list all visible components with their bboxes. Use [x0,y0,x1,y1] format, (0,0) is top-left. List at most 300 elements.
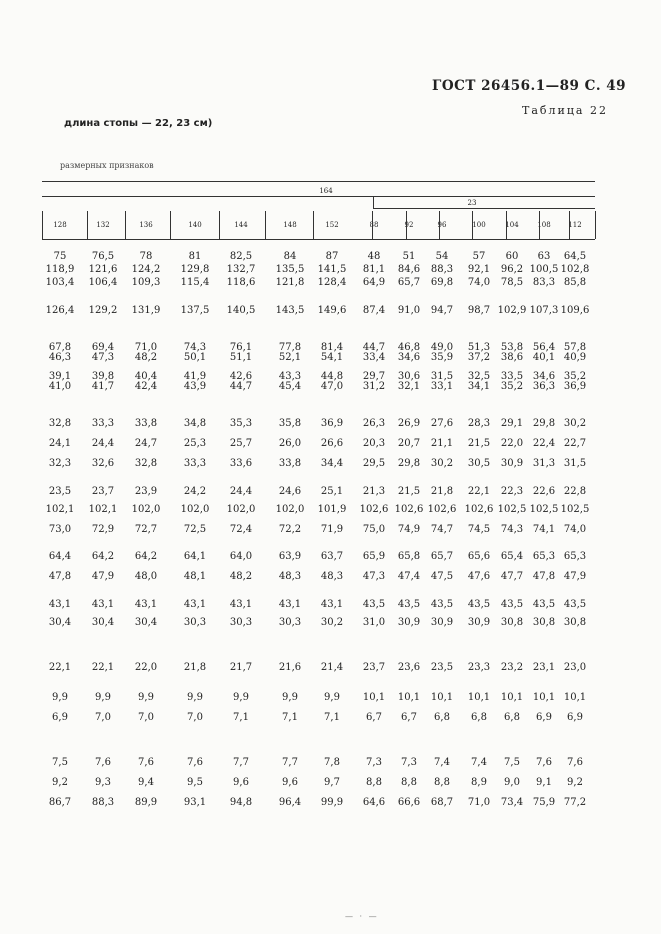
table-cell: 24,1 [48,438,72,449]
table-cell: 64,1 [183,551,207,562]
table-cell: 64,2 [91,551,115,562]
table-cell: 30,3 [229,617,253,628]
column-divider [219,211,220,239]
table-cell: 71,0 [134,342,158,353]
table-cell: 21,8 [430,486,454,497]
table-cell: 33,3 [91,418,115,429]
table-cell: 33,4 [362,352,386,363]
column-header: 144 [234,221,248,229]
table-cell: 9,6 [282,777,298,788]
table-cell: 30,3 [278,617,302,628]
table-cell: 47,8 [532,571,556,582]
document-code: ГОСТ 26456.1—89 С. 49 [432,78,627,94]
table-cell: 43,5 [500,599,524,610]
table-cell: 140,5 [226,305,256,316]
table-cell: 21,5 [397,486,421,497]
table-cell: 29,8 [532,418,556,429]
table-cell: 56,4 [532,342,556,353]
table-cell: 33,1 [430,381,454,392]
table-cell: 21,6 [278,662,302,673]
table-cell: 23,1 [532,662,556,673]
table-cell: 7,6 [536,757,552,768]
table-cell: 74,0 [563,524,587,535]
table-cell: 7,3 [401,757,417,768]
table-cell: 74,5 [467,524,491,535]
table-cell: 30,5 [467,458,491,469]
table-cell: 33,5 [500,371,524,382]
table-cell: 75 [53,251,67,262]
table-cell: 32,3 [48,458,72,469]
table-cell: 76,5 [91,251,115,262]
table-cell: 75,0 [362,524,386,535]
table-cell: 102,8 [560,264,590,275]
table-cell: 8,9 [471,777,487,788]
table-cell: 9,4 [138,777,154,788]
table-cell: 23,7 [362,662,386,673]
table-cell: 131,9 [131,305,161,316]
table-cell: 102,9 [497,305,527,316]
table-cell: 91,0 [397,305,421,316]
table-cell: 102,1 [45,504,75,515]
table-cell: 6,9 [52,712,68,723]
table-cell: 10,1 [362,692,386,703]
table-cell: 82,5 [229,251,253,262]
table-cell: 47,3 [362,571,386,582]
table-cell: 22,0 [134,662,158,673]
table-cell: 54 [435,251,449,262]
table-cell: 46,8 [397,342,421,353]
column-header: 104 [505,221,519,229]
table-cell: 7,5 [52,757,68,768]
table-cell: 31,2 [362,381,386,392]
table-cell: 46,3 [48,352,72,363]
table-cell: 121,8 [275,277,305,288]
table-cell: 48,1 [183,571,207,582]
table-cell: 32,8 [134,458,158,469]
table-cell: 23,2 [500,662,524,673]
table-cell: 29,1 [500,418,524,429]
column-divider [42,211,43,239]
table-cell: 7,0 [95,712,111,723]
table-cell: 102,5 [497,504,527,515]
table-cell: 27,6 [430,418,454,429]
table-cell: 7,6 [95,757,111,768]
column-divider [472,211,473,239]
table-cell: 30,4 [134,617,158,628]
table-cell: 32,8 [48,418,72,429]
table-cell: 22,0 [500,438,524,449]
group-rule [42,196,595,197]
table-cell: 72,4 [229,524,253,535]
table-cell: 64,0 [229,551,253,562]
column-header: 136 [139,221,153,229]
group-header-23: 23 [467,199,477,207]
table-cell: 34,1 [467,381,491,392]
table-cell: 74,3 [183,342,207,353]
table-cell: 22,6 [532,486,556,497]
table-cell: 8,8 [401,777,417,788]
table-cell: 30,9 [430,617,454,628]
table-cell: 33,8 [134,418,158,429]
table-cell: 22,1 [91,662,115,673]
table-cell: 47,9 [91,571,115,582]
table-cell: 68,7 [430,797,454,808]
table-cell: 47,9 [563,571,587,582]
table-cell: 6,8 [504,712,520,723]
table-cell: 63,9 [278,551,302,562]
table-cell: 9,2 [567,777,583,788]
table-cell: 44,7 [362,342,386,353]
table-cell: 9,7 [324,777,340,788]
table-cell: 102,0 [226,504,256,515]
page-mark: — · — [345,912,379,921]
table-cell: 30,2 [430,458,454,469]
table-cell: 10,1 [532,692,556,703]
table-cell: 75,9 [532,797,556,808]
column-divider [125,211,126,239]
column-header: 100 [472,221,486,229]
table-label: Таблица 22 [522,104,608,117]
table-cell: 54,1 [320,352,344,363]
table-cell: 102,0 [131,504,161,515]
table-cell: 24,7 [134,438,158,449]
table-cell: 20,3 [362,438,386,449]
table-cell: 126,4 [45,305,75,316]
column-divider [265,211,266,239]
table-cell: 77,8 [278,342,302,353]
table-cell: 30,9 [467,617,491,628]
table-cell: 72,5 [183,524,207,535]
table-cell: 121,6 [88,264,118,275]
table-cell: 96,4 [278,797,302,808]
table-cell: 128,4 [317,277,347,288]
table-cell: 72,9 [91,524,115,535]
table-cell: 81 [188,251,202,262]
table-cell: 43,1 [134,599,158,610]
table-cell: 44,8 [320,371,344,382]
table-cell: 65,3 [563,551,587,562]
table-cell: 40,4 [134,371,158,382]
table-cell: 28,3 [467,418,491,429]
column-divider [170,211,171,239]
table-cell: 39,8 [91,371,115,382]
table-cell: 9,6 [233,777,249,788]
table-cell: 7,1 [282,712,298,723]
table-cell: 89,9 [134,797,158,808]
table-cell: 24,4 [229,486,253,497]
table-cell: 34,4 [320,458,344,469]
table-cell: 33,8 [278,458,302,469]
table-cell: 48,3 [278,571,302,582]
table-cell: 103,4 [45,277,75,288]
table-cell: 25,3 [183,438,207,449]
table-cell: 102,6 [359,504,389,515]
table-cell: 118,6 [226,277,256,288]
table-cell: 21,7 [229,662,253,673]
table-cell: 23,3 [467,662,491,673]
column-header: 148 [283,221,297,229]
table-cell: 6,7 [366,712,382,723]
table-cell: 47,5 [430,571,454,582]
table-cell: 98,7 [467,305,491,316]
table-cell: 21,3 [362,486,386,497]
table-cell: 52,1 [278,352,302,363]
table-cell: 63 [537,251,551,262]
table-cell: 44,7 [229,381,253,392]
table-cell: 7,8 [324,757,340,768]
table-cell: 9,9 [138,692,154,703]
table-cell: 7,4 [471,757,487,768]
table-cell: 129,2 [88,305,118,316]
table-cell: 51,1 [229,352,253,363]
table-cell: 71,9 [320,524,344,535]
table-cell: 21,5 [467,438,491,449]
table-cell: 74,3 [500,524,524,535]
table-cell: 7,0 [138,712,154,723]
table-cell: 47,8 [48,571,72,582]
table-cell: 30,4 [48,617,72,628]
table-cell: 30,8 [532,617,556,628]
table-cell: 6,9 [567,712,583,723]
table-cell: 84 [283,251,297,262]
table-cell: 36,3 [532,381,556,392]
column-header: 96 [437,221,447,229]
table-cell: 78,5 [500,277,524,288]
table-cell: 51,3 [467,342,491,353]
table-cell: 30,9 [397,617,421,628]
table-cell: 22,4 [532,438,556,449]
table-cell: 64,6 [362,797,386,808]
column-header: 92 [404,221,414,229]
table-cell: 7,4 [434,757,450,768]
table-cell: 73,4 [500,797,524,808]
table-cell: 57,8 [563,342,587,353]
table-cell: 35,8 [278,418,302,429]
table-cell: 21,1 [430,438,454,449]
table-cell: 88,3 [91,797,115,808]
table-cell: 23,5 [430,662,454,673]
column-divider [439,211,440,239]
table-cell: 30,9 [500,458,524,469]
table-cell: 40,9 [563,352,587,363]
table-cell: 74,9 [397,524,421,535]
table-cell: 43,1 [183,599,207,610]
table-cell: 132,7 [226,264,256,275]
table-cell: 36,9 [563,381,587,392]
table-top-rule [42,181,595,182]
table-cell: 72,2 [278,524,302,535]
table-cell: 32,5 [467,371,491,382]
table-cell: 102,6 [464,504,494,515]
table-cell: 26,9 [397,418,421,429]
table-cell: 35,2 [563,371,587,382]
table-cell: 94,7 [430,305,454,316]
dimensions-caption: размерных признаков [60,161,154,170]
table-cell: 43,3 [278,371,302,382]
table-cell: 20,7 [397,438,421,449]
table-cell: 25,7 [229,438,253,449]
table-cell: 43,1 [320,599,344,610]
table-cell: 9,9 [324,692,340,703]
table-cell: 30,2 [320,617,344,628]
column-divider [406,211,407,239]
table-cell: 45,4 [278,381,302,392]
table-cell: 102,5 [529,504,559,515]
table-cell: 73,0 [48,524,72,535]
table-cell: 135,5 [275,264,305,275]
table-cell: 65,7 [397,277,421,288]
table-cell: 37,2 [467,352,491,363]
table-cell: 23,9 [134,486,158,497]
table-cell: 94,8 [229,797,253,808]
table-cell: 6,9 [536,712,552,723]
table-cell: 31,5 [563,458,587,469]
group-divider [373,196,374,209]
table-cell: 26,0 [278,438,302,449]
table-cell: 149,6 [317,305,347,316]
column-header: 108 [537,221,551,229]
table-cell: 42,4 [134,381,158,392]
table-cell: 48,0 [134,571,158,582]
table-cell: 64,4 [48,551,72,562]
subgroup-rule [373,208,595,209]
table-cell: 30,6 [397,371,421,382]
table-cell: 88,3 [430,264,454,275]
table-cell: 57 [472,251,486,262]
table-cell: 34,6 [532,371,556,382]
table-cell: 43,5 [397,599,421,610]
table-cell: 7,6 [567,757,583,768]
table-cell: 87 [325,251,339,262]
table-cell: 69,4 [91,342,115,353]
column-header: 140 [188,221,202,229]
table-cell: 30,8 [563,617,587,628]
table-cell: 26,6 [320,438,344,449]
table-cell: 48,2 [229,571,253,582]
table-cell: 124,2 [131,264,161,275]
table-cell: 47,3 [91,352,115,363]
table-cell: 7,7 [282,757,298,768]
table-cell: 23,5 [48,486,72,497]
column-divider [569,211,570,239]
table-cell: 65,9 [362,551,386,562]
table-cell: 47,7 [500,571,524,582]
table-cell: 7,6 [187,757,203,768]
table-cell: 53,8 [500,342,524,353]
table-cell: 43,1 [48,599,72,610]
table-cell: 65,8 [397,551,421,562]
table-cell: 25,1 [320,486,344,497]
table-cell: 87,4 [362,305,386,316]
table-cell: 96,2 [500,264,524,275]
table-cell: 30,3 [183,617,207,628]
table-cell: 109,6 [560,305,590,316]
table-cell: 32,6 [91,458,115,469]
table-cell: 41,9 [183,371,207,382]
table-cell: 43,1 [229,599,253,610]
table-cell: 38,6 [500,352,524,363]
table-cell: 29,5 [362,458,386,469]
table-cell: 22,1 [467,486,491,497]
table-cell: 35,9 [430,352,454,363]
table-cell: 102,6 [394,504,424,515]
table-cell: 43,1 [91,599,115,610]
table-cell: 10,1 [397,692,421,703]
table-cell: 64,2 [134,551,158,562]
table-cell: 137,5 [180,305,210,316]
table-cell: 41,7 [91,381,115,392]
table-cell: 100,5 [529,264,559,275]
table-cell: 9,1 [536,777,552,788]
table-cell: 9,9 [233,692,249,703]
table-cell: 9,9 [95,692,111,703]
table-cell: 7,6 [138,757,154,768]
table-cell: 35,2 [500,381,524,392]
table-cell: 43,5 [532,599,556,610]
table-cell: 29,8 [397,458,421,469]
column-header: 132 [96,221,110,229]
table-cell: 74,7 [430,524,454,535]
table-cell: 43,5 [430,599,454,610]
table-cell: 31,5 [430,371,454,382]
table-cell: 74,0 [467,277,491,288]
table-cell: 42,6 [229,371,253,382]
table-cell: 43,5 [467,599,491,610]
table-cell: 102,0 [275,504,305,515]
table-cell: 6,8 [434,712,450,723]
table-cell: 92,1 [467,264,491,275]
table-cell: 143,5 [275,305,305,316]
table-cell: 141,5 [317,264,347,275]
table-cell: 66,6 [397,797,421,808]
table-cell: 24,6 [278,486,302,497]
table-cell: 39,1 [48,371,72,382]
table-cell: 7,1 [233,712,249,723]
table-cell: 40,1 [532,352,556,363]
table-cell: 33,6 [229,458,253,469]
table-cell: 24,4 [91,438,115,449]
table-cell: 41,0 [48,381,72,392]
table-cell: 85,8 [563,277,587,288]
table-cell: 43,1 [278,599,302,610]
table-cell: 26,3 [362,418,386,429]
table-cell: 115,4 [180,277,210,288]
table-cell: 22,7 [563,438,587,449]
table-cell: 84,6 [397,264,421,275]
table-cell: 67,8 [48,342,72,353]
table-cell: 31,3 [532,458,556,469]
column-divider [506,211,507,239]
table-cell: 10,1 [430,692,454,703]
column-header: 128 [53,221,67,229]
table-cell: 43,5 [362,599,386,610]
table-cell: 83,3 [532,277,556,288]
table-cell: 43,5 [563,599,587,610]
table-cell: 21,4 [320,662,344,673]
table-cell: 9,0 [504,777,520,788]
table-cell: 81,4 [320,342,344,353]
table-cell: 21,8 [183,662,207,673]
table-cell: 77,2 [563,797,587,808]
column-divider [595,211,596,239]
table-cell: 7,5 [504,757,520,768]
table-cell: 22,3 [500,486,524,497]
table-cell: 47,0 [320,381,344,392]
column-divider [372,211,373,239]
table-cell: 107,3 [529,305,559,316]
table-cell: 106,4 [88,277,118,288]
table-cell: 9,3 [95,777,111,788]
